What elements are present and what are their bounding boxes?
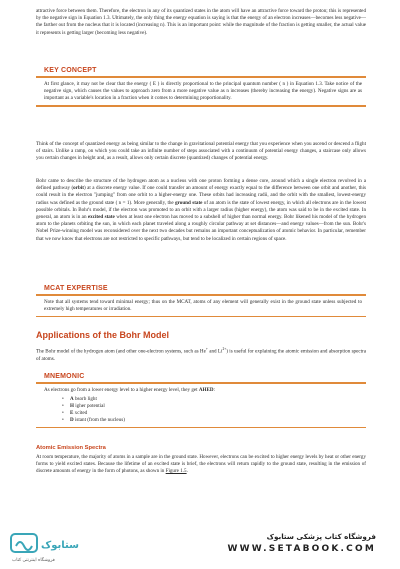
intro-paragraph-block [36,8,366,37]
mcat-expertise-body [36,299,366,313]
mcat-expertise-box [36,284,366,317]
he-charge: + [205,347,208,351]
mnemonic-word: AHED [198,386,214,393]
paragraph-2: Think of the concept of quantized energy as being similar to the change in gravitational potential energy that you experience when you ascend or descend a flight of stairs. Unlike a ramp, on which you could take an infinite number of steps associated with a continuum of potential energy changes, a staircase only allows you certain changes in height and, as a result, allows only certain discrete (quantized) changes of potential energy. [36,141,366,162]
mnemonic-intro-a: As electrons go from a lower energy level to a higher energy level, they get [44,386,199,393]
mnemonic-item: • A bsorb light [62,395,97,402]
mnemonic-box [36,372,366,428]
applications-section [36,330,366,363]
paragraph-3-part-4: when at least one electron has moved to a subshell of higher than normal energy. Bohr likened his model of the hydrogen atom to the planets orbiting the sun, in which each planet traveled along a roughly circular pathway at set distances—and energy values—from the sun. Bohr's Nobel Prize-winning model was reconsidered over the next two decades but remains an important conceptualization of atomic behavior. In particular, remember that we now know that electrons are not restricted to specific pathways, but tend to be localized in certain regions of space. [36,214,366,242]
applications-text-b: and Li [207,348,223,355]
logo-subtitle: فروشگاه اینترنتی کتاب [12,558,55,563]
paragraph-3-part-1: Bohr came to describe the structure of the hydrogen atom as a nucleus with one proton forming a dense core, around which a single electron revolved in a defined pathway ( [36,178,366,192]
term-orbit: orbit [73,185,84,192]
setabook-logo [10,530,79,564]
mnemonic-heading: MNEMONIC [44,373,85,380]
atomic-emission-text: At room temperature, the majority of atoms in a sample are in the ground state. However, electrons can be excited to higher energy levels by heat or other energy forms to yield excited states. Because the lifetime of an excited state is brief, the electrons will return rapidly to the ground state, resulting in the emission of discrete amounts of energy in the form of photons, as shown in Figure 1.5. [36,454,366,475]
intro-paragraph: attractive force between them. Therefore, the electron in any of its quantized states in the atom will have an attractive force toward the proton; this is represented by the negative sign in Equation 1.3. Ultimately, the only thing the energy equation is saying is that the energy of an electron increases—becomes less negative—the farther out from the nucleus that it is located (increasing n). This is an important point: while the magnitude of the fraction is getting smaller, the actual value it represents is getting larger (becoming less negative). [36,8,366,36]
mnemonic-bottom-rule [36,427,366,429]
mcat-expertise-heading: MCAT EXPERTISE [44,285,108,292]
store-name: فروشگاه کتاب پزشکی ستابوک [266,532,376,541]
mnemonic-item: • H igher potential [62,402,105,409]
key-concept-heading: KEY CONCEPT [44,67,97,74]
paragraph-3-part-3: of an atom is the state of lowest energy, in which all electrons are in the lowest possible orbitals. In Bohr's model, if the electron was promoted to an orbit with a larger radius (higher energy), the atom was said to be in the excited state. In general, an atom is in an [36,199,367,221]
footer-banner [0,526,400,566]
mcat-expertise-top-rule [36,294,366,296]
applications-text [36,346,366,363]
key-concept-box [36,66,366,107]
paragraph-3 [36,178,366,243]
paragraph-2-block [36,141,366,163]
mnemonic-top-rule [36,382,366,384]
key-concept-text: At first glance, it may not be clear that the energy ( E ) is directly proportional to the principal quantum number ( n ) in Equation 1.3. Take notice of the negative sign, which causes the values to approach zero from a more negative value as n increases (thereby increasing the energy). Negative signs are as important as a variable's location in a fraction when it comes to determining proportionality. [44,80,362,101]
li-charge: 2+ [222,347,227,351]
term-excited-state: excited state [87,214,115,221]
key-concept-body [36,81,366,103]
mnemonic-intro-b: : [213,386,215,393]
logo-mark-icon [10,530,79,564]
mnemonic-item: • D istant (from the nucleus) [62,416,125,423]
mnemonic-list [62,396,362,424]
mcat-expertise-bottom-rule [36,316,366,318]
paragraph-3-part-2: ) at a discrete energy value. If one could transfer an amount of energy exactly equal to the difference between one orbit and another, this could result in the electron "jumping" from one orbit to a higher-energy one. These orbits had increasing radii, and the orbit with the smallest, lowest-energy radius was defined as the ground state ( n = 1). More generally, the [36,185,366,206]
key-concept-bottom-rule [36,105,366,107]
applications-text-c: ) is useful for explaining the atomic emission and absorption spectra of atoms. [36,348,367,362]
store-url[interactable]: WWW.SETABOOK.COM [227,544,376,554]
atomic-emission-heading: Atomic Emission Spectra [36,445,106,451]
term-ground-state: ground state [175,199,203,206]
logo-text: ستابوک [41,540,79,551]
paragraph-3-block [36,178,366,243]
atomic-emission-body: At room temperature, the majority of atoms in a sample are in the ground state. However, electrons can be excited to higher energy levels by heat or other energy forms to yield excited states. Because the lifetime of an excited state is brief, the electrons will return rapidly to the ground state, resulting in the emission of discrete amounts of energy in the form of photons, as shown in [36,454,366,475]
applications-title: Applications of the Bohr Model [36,330,169,340]
mnemonic-body [36,387,366,424]
mnemonic-intro [44,387,362,394]
key-concept-top-rule [36,76,366,78]
atomic-emission-section [36,444,366,476]
applications-text-a: The Bohr model of the hydrogen atom (and other one-electron systems, such as He [36,348,206,355]
mnemonic-item: • E xcited [62,409,88,416]
mcat-expertise-text: Note that all systems tend toward minimal energy; thus on the MCAT, atoms of any element will generally exist in the ground state unless subjected to extremely high temperatures or irradiation. [44,298,362,312]
figure-link[interactable]: Figure 1.5 [165,468,187,475]
